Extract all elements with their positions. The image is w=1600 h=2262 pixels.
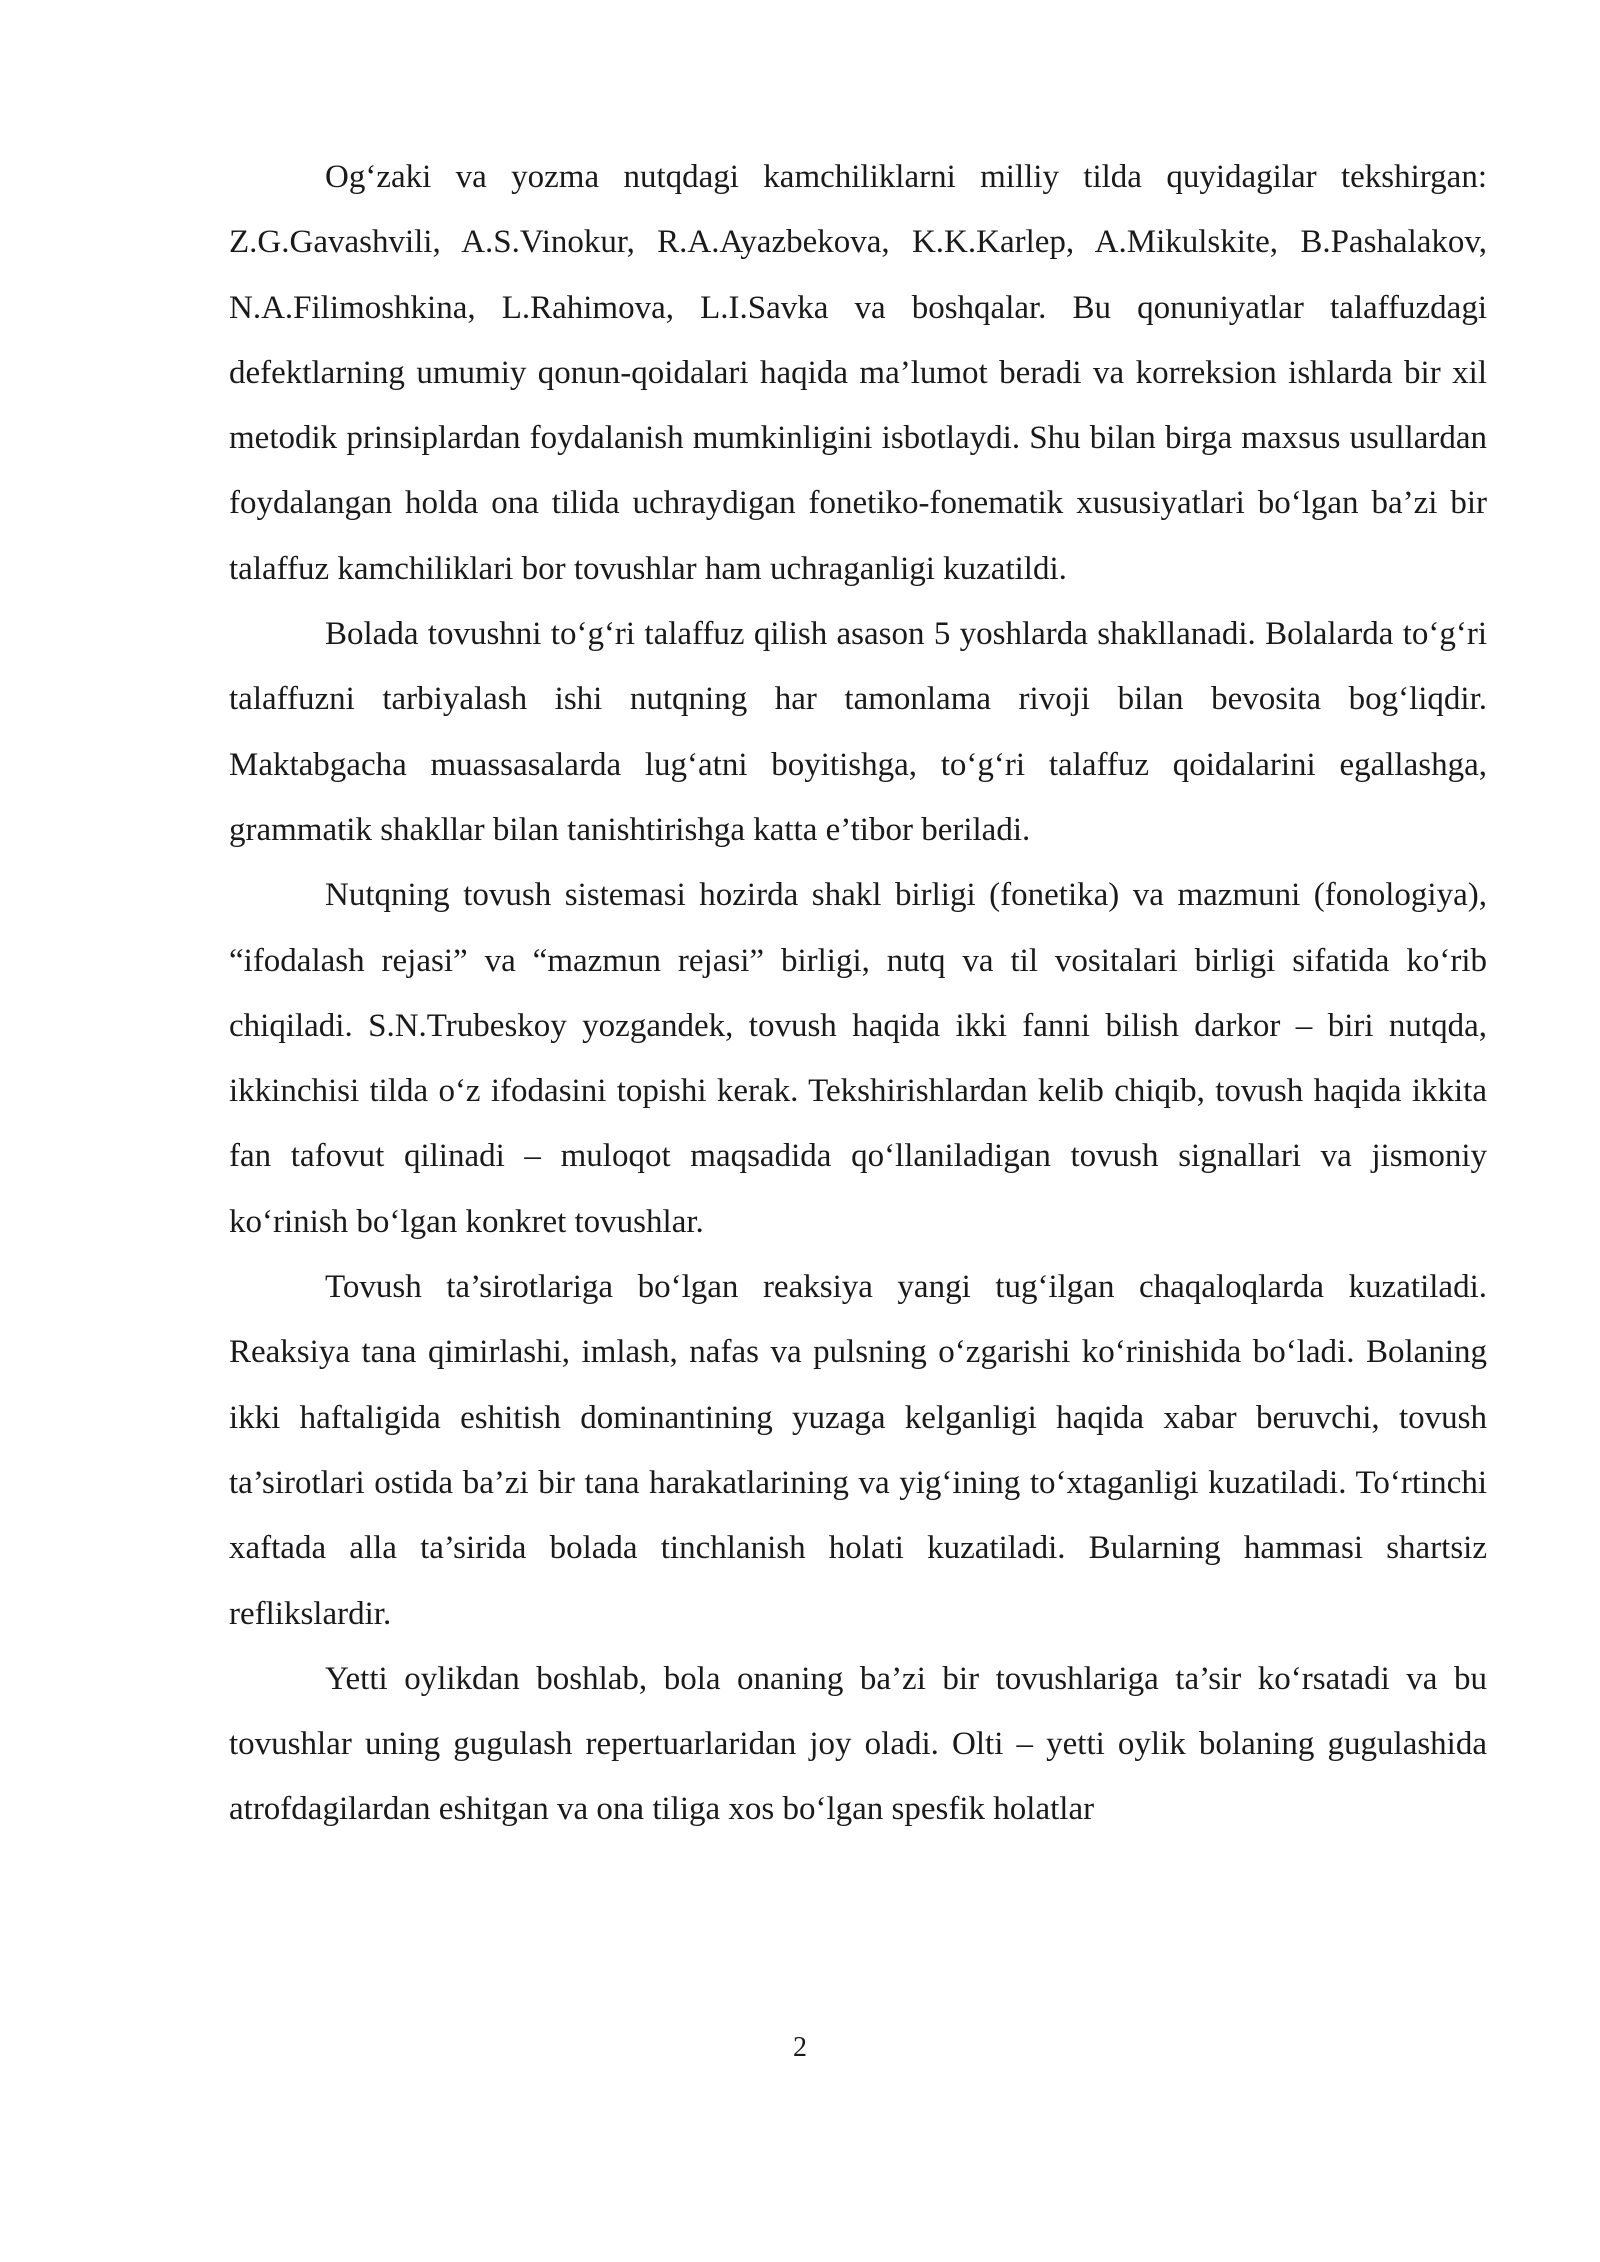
page-number: 2 xyxy=(793,2032,807,2063)
paragraph-1: Og‘zaki va yozma nutqdagi kamchiliklarni milliy tilda quyidagilar tekshirgan: Z.G.Gavashvili, A.S.Vinokur, R.A.Ayazbekova, K.K.Karlep, A.Mikulskite, B.Pashalakov, N.A.Filimoshkina, L.Rahimova, L.I.Savka va boshqalar. Bu qonuniyatlar talaffuzdagi defektlarning umumiy qonun-qoidalari haqida ma’lumot beradi va korreksion ishlarda bir xil metodik prinsiplardan foydalanish mumkinligini isbotlaydi. Shu bilan birga maxsus usullardan foydalangan holda ona tilida uchraydigan fonetiko-fonematik xususiyatlari bo‘lgan ba’zi bir talaffuz kamchiliklari bor tovushlar ham uchraganligi kuzatildi. xyxy=(229,159,1487,587)
paragraph-2: Bolada tovushni to‘g‘ri talaffuz qilish asason 5 yoshlarda shakllanadi. Bolalarda to‘g‘ri talaffuzni tarbiyalash ishi nutqning har tamonlama rivoji bilan bevosita bog‘liqdir. Maktabgacha muassasalarda lug‘atni boyitishga, to‘g‘ri talaffuz qoidalarini egallashga, grammatik shakllar bilan tanishtirishga katta e’tibor beriladi. xyxy=(229,616,1487,848)
paragraph-3: Nutqning tovush sistemasi hozirda shakl birligi (fonetika) va mazmuni (fonologiya), “ifodalash rejasi” va “mazmun rejasi” birligi, nutq va til vositalari birligi sifatida ko‘rib chiqiladi. S.N.Trubeskoy yozgandek, tovush haqida ikki fanni bilish darkor – biri nutqda, ikkinchisi tilda o‘z ifodasini topishi kerak. Tekshirishlardan kelib chiqib, tovush haqida ikkita fan tafovut qilinadi – muloqot maqsadida qo‘llaniladigan tovush signallari va jismoniy ko‘rinish bo‘lgan konkret tovushlar. xyxy=(229,877,1487,1240)
paragraph-4: Tovush ta’sirotlariga bo‘lgan reaksiya yangi tug‘ilgan chaqaloqlarda kuzatiladi. Reaksiya tana qimirlashi, imlash, nafas va pulsning o‘zgarishi ko‘rinishida bo‘ladi. Bolaning ikki haftaligida eshitish dominantining yuzaga kelganligi haqida xabar beruvchi, tovush ta’sirotlari ostida ba’zi bir tana harakatlarining va yig‘ining to‘xtaganligi kuzatiladi. To‘rtinchi xaftada alla ta’sirida bolada tinchlanish holati kuzatiladi. Bularning hammasi shartsiz reflikslardir. xyxy=(229,1269,1487,1632)
paragraph-5: Yetti oylikdan boshlab, bola onaning ba’zi bir tovushlariga ta’sir ko‘rsatadi va bu tovushlar uning gugulash repertuarlaridan joy oladi. Olti – yetti oylik bolaning gugulashida atrofdagilardan eshitgan va ona tiliga xos bo‘lgan spesfik holatlar xyxy=(229,1660,1487,1828)
body-text xyxy=(229,145,1487,1843)
